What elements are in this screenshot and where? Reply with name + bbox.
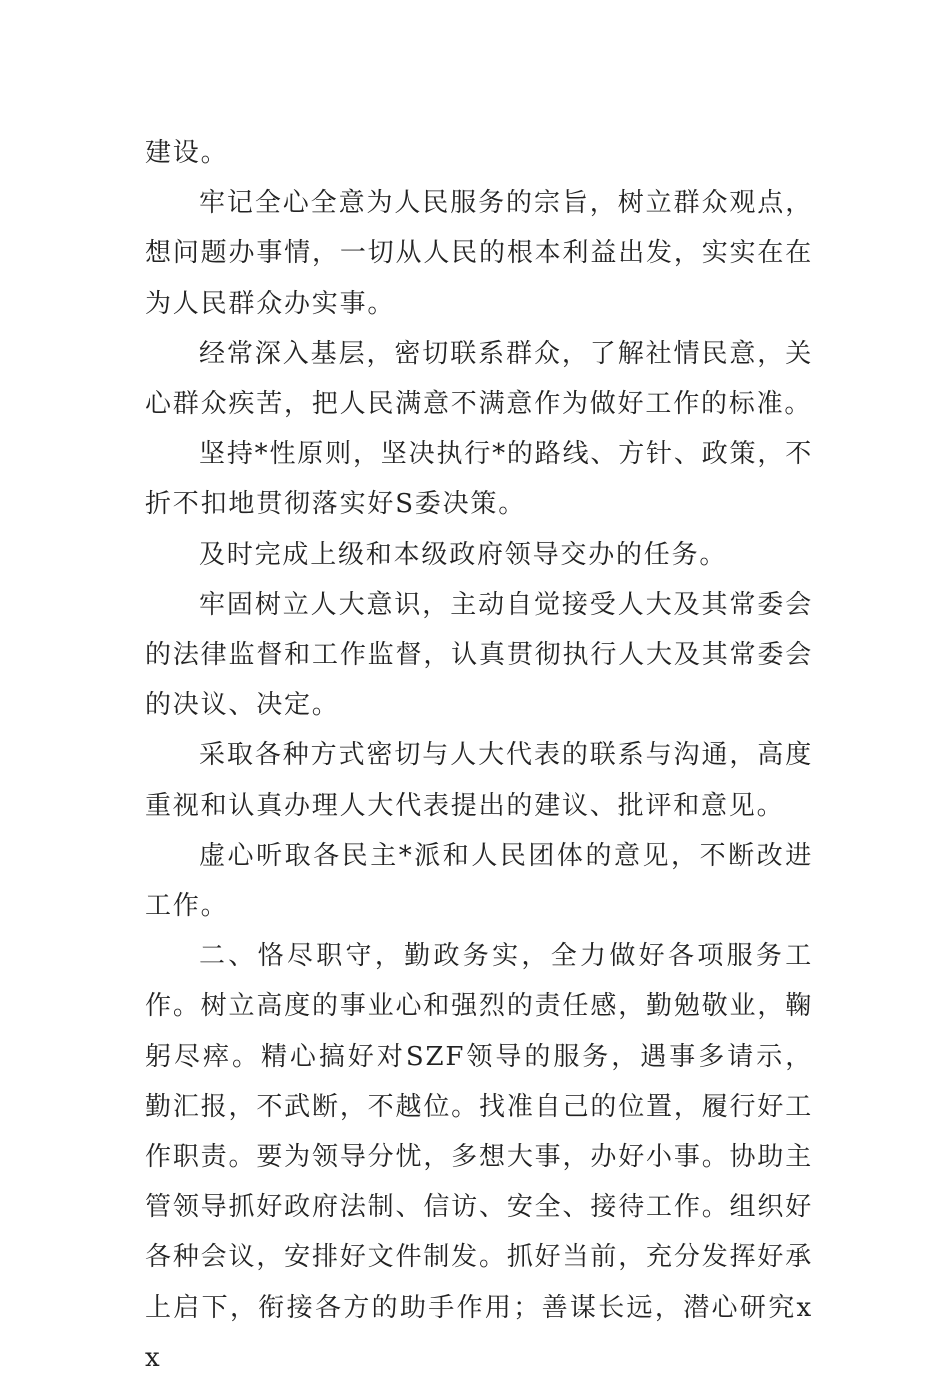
paragraph-4: 坚持*性原则，坚决执行*的路线、方针、政策，不折不扣地贯彻落实好S委决策。	[145, 439, 813, 520]
paragraph-1: 建设。	[145, 138, 229, 168]
paragraph-5: 及时完成上级和本级政府领导交办的任务。	[199, 539, 728, 570]
paragraph-2: 牢记全心全意为人民服务的宗旨，树立群众观点，想问题办事情，一切从人民的根本利益出发，实实在在为人民群众办实事。	[145, 188, 813, 319]
paragraph-3: 经常深入基层，密切联系群众，了解社情民意，关心群众疾苦，把人民满意不满意作为做好工作的标准。	[145, 338, 813, 420]
document-body	[145, 128, 813, 1383]
paragraph-8: 虚心听取各民主*派和人民团体的意见，不断改进工作。	[145, 840, 813, 922]
paragraph-9: 二、恪尽职守，勤政务实，全力做好各项服务工作。树立高度的事业心和强烈的责任感，勤勉敬业，鞠躬尽瘁。精心搞好对SZF领导的服务，遇事多请示，勤汇报，不武断，不越位。找准自己的位置，履行好工作职责。要为领导分忧，多想大事，办好小事。协助主管领导抓好政府法制、信访、安全、接待工作。组织好各种会议，安排好文件制发。抓好当前，充分发挥好承上启下，衔接各方的助手作用；善谋长远，潜心研究xx	[145, 941, 813, 1373]
paragraph-7: 采取各种方式密切与人大代表的联系与沟通，高度重视和认真办理人大代表提出的建议、批评和意见。	[145, 740, 813, 821]
paragraph-6: 牢固树立人大意识，主动自觉接受人大及其常委会的法律监督和工作监督，认真贯彻执行人大及其常委会的决议、决定。	[145, 589, 813, 721]
